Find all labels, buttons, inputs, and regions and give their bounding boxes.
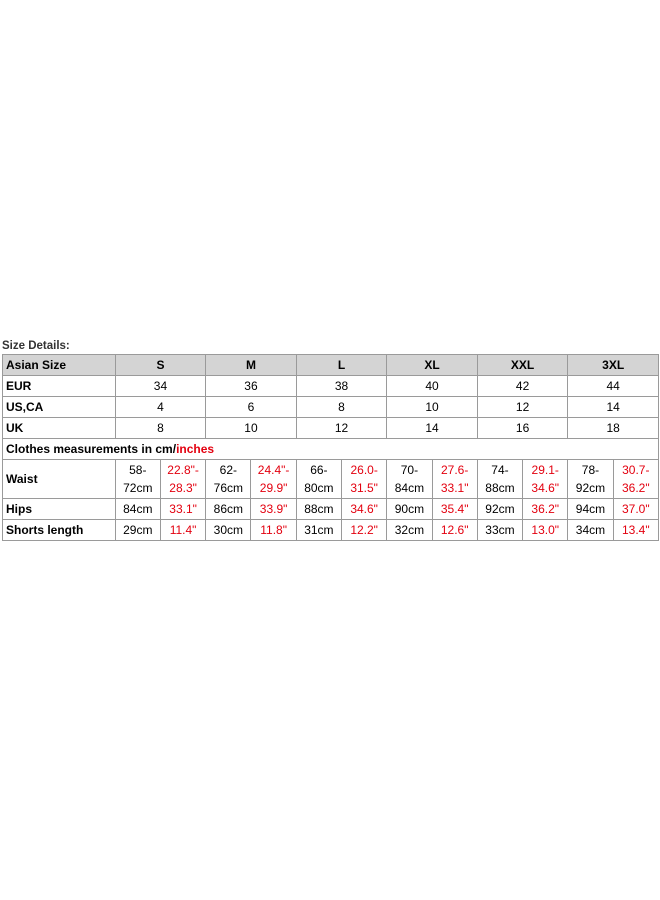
shorts-length-inches-cell: 12.2" xyxy=(342,520,387,541)
waist-inches-cell xyxy=(342,460,387,499)
hips-cm-cell: 92cm xyxy=(477,499,522,520)
table-cell: 34 xyxy=(115,376,206,397)
cell-line: 72cm xyxy=(123,481,153,495)
size-xl-header: XL xyxy=(387,355,478,376)
cell-line: 80cm xyxy=(304,481,334,495)
table-cell: 4 xyxy=(115,397,206,418)
shorts-length-cm-cell: 34cm xyxy=(568,520,613,541)
waist-inches-cell xyxy=(251,460,296,499)
hips-inches-cell: 34.6" xyxy=(342,499,387,520)
size-chart-table xyxy=(2,354,659,541)
table-cell: 16 xyxy=(477,418,568,439)
cell-line: 29.9" xyxy=(259,481,288,495)
cell-line: 92cm xyxy=(575,481,606,495)
size-header-row xyxy=(3,355,659,376)
waist-cm-cell xyxy=(206,460,251,499)
hips-inches-cell: 36.2" xyxy=(523,499,568,520)
us-ca-label: US,CA xyxy=(3,397,116,418)
hips-label: Hips xyxy=(3,499,116,520)
cell-line: 36.2" xyxy=(621,481,650,495)
hips-inches-cell: 33.9" xyxy=(251,499,296,520)
table-cell: 8 xyxy=(296,397,387,418)
table-cell: 6 xyxy=(206,397,297,418)
cell-line: 26.0- xyxy=(350,463,378,477)
hips-inches-cell: 37.0" xyxy=(613,499,658,520)
measurement-note-row xyxy=(3,439,659,460)
size-l-header: L xyxy=(296,355,387,376)
hips-inches-cell: 33.1" xyxy=(160,499,205,520)
table-cell: 14 xyxy=(568,397,659,418)
us-ca-row xyxy=(3,397,659,418)
shorts-length-cm-cell: 31cm xyxy=(296,520,341,541)
measurement-note-prefix: Clothes measurements in cm/ xyxy=(6,442,177,456)
hips-cm-cell: 90cm xyxy=(387,499,432,520)
cell-line: 62- xyxy=(219,463,238,477)
asian-size-label: Asian Size xyxy=(3,355,116,376)
cell-line: 66- xyxy=(310,463,328,477)
waist-cm-cell xyxy=(296,460,341,499)
size-details-caption: Size Details: xyxy=(2,340,70,352)
table-cell: 36 xyxy=(206,376,297,397)
table-cell: 10 xyxy=(206,418,297,439)
shorts-length-cm-cell: 33cm xyxy=(477,520,522,541)
waist-cm-cell xyxy=(568,460,613,499)
shorts-length-inches-cell: 12.6" xyxy=(432,520,477,541)
hips-cm-cell: 88cm xyxy=(296,499,341,520)
table-cell: 40 xyxy=(387,376,478,397)
shorts-length-cm-cell: 29cm xyxy=(115,520,160,541)
shorts-length-row xyxy=(3,520,659,541)
shorts-length-inches-cell: 11.8" xyxy=(251,520,296,541)
shorts-length-cm-cell: 32cm xyxy=(387,520,432,541)
hips-inches-cell: 35.4" xyxy=(432,499,477,520)
cell-line: 31.5" xyxy=(350,481,378,495)
size-3xl-header: 3XL xyxy=(568,355,659,376)
shorts-length-label: Shorts length xyxy=(3,520,116,541)
cell-line: 27.6- xyxy=(441,463,469,477)
waist-cm-cell xyxy=(477,460,522,499)
shorts-length-inches-cell: 13.4" xyxy=(613,520,658,541)
shorts-length-cm-cell: 30cm xyxy=(206,520,251,541)
cell-line: 30.7- xyxy=(622,463,650,477)
waist-cm-cell xyxy=(387,460,432,499)
waist-cm-cell xyxy=(115,460,160,499)
waist-inches-cell xyxy=(432,460,477,499)
hips-cm-cell: 84cm xyxy=(115,499,160,520)
cell-line: 34.6" xyxy=(531,481,560,495)
table-cell: 12 xyxy=(477,397,568,418)
waist-label: Waist xyxy=(3,460,116,499)
eur-label: EUR xyxy=(3,376,116,397)
cell-line: 58- xyxy=(129,463,147,477)
table-cell: 44 xyxy=(568,376,659,397)
size-s-header: S xyxy=(115,355,206,376)
waist-inches-cell xyxy=(160,460,205,499)
table-cell: 38 xyxy=(296,376,387,397)
table-cell: 8 xyxy=(115,418,206,439)
size-xxl-header: XXL xyxy=(477,355,568,376)
waist-row xyxy=(3,460,659,499)
cell-line: 28.3" xyxy=(169,481,197,495)
eur-row xyxy=(3,376,659,397)
cell-line: 29.1- xyxy=(531,463,559,477)
hips-cm-cell: 86cm xyxy=(206,499,251,520)
waist-inches-cell xyxy=(523,460,568,499)
table-cell: 18 xyxy=(568,418,659,439)
uk-label: UK xyxy=(3,418,116,439)
measurement-note xyxy=(3,439,659,460)
cell-line: 76cm xyxy=(213,481,244,495)
shorts-length-inches-cell: 11.4" xyxy=(160,520,205,541)
waist-inches-cell xyxy=(613,460,658,499)
table-cell: 42 xyxy=(477,376,568,397)
measurement-note-inches: inches xyxy=(176,442,215,456)
hips-cm-cell: 94cm xyxy=(568,499,613,520)
cell-line: 84cm xyxy=(394,481,425,495)
table-cell: 14 xyxy=(387,418,478,439)
size-m-header: M xyxy=(206,355,297,376)
cell-line: 24.4"- xyxy=(257,463,290,477)
cell-line: 78- xyxy=(581,463,600,477)
table-cell: 12 xyxy=(296,418,387,439)
cell-line: 74- xyxy=(491,463,509,477)
hips-row xyxy=(3,499,659,520)
cell-line: 22.8"- xyxy=(167,463,199,477)
cell-line: 70- xyxy=(400,463,419,477)
shorts-length-inches-cell: 13.0" xyxy=(523,520,568,541)
table-cell: 10 xyxy=(387,397,478,418)
cell-line: 33.1" xyxy=(440,481,469,495)
size-details xyxy=(2,339,659,541)
cell-line: 88cm xyxy=(485,481,515,495)
uk-row xyxy=(3,418,659,439)
